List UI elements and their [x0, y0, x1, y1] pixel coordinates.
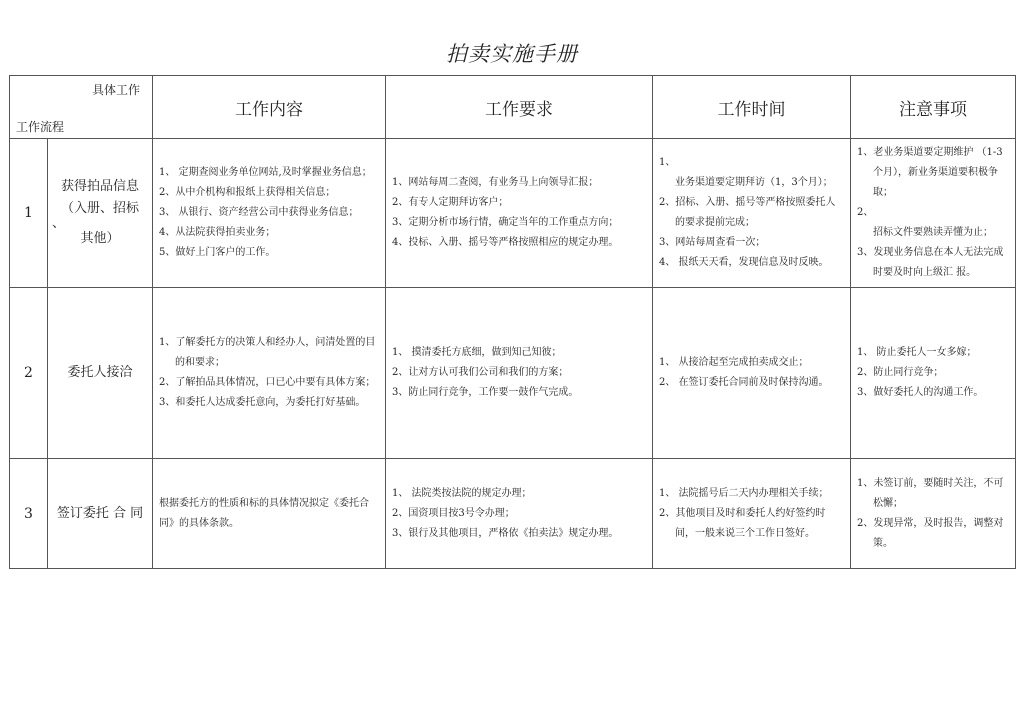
notes-cell: [851, 139, 1016, 288]
stage-name-line: 委托人接洽: [67, 365, 133, 380]
list-item: 1、: [659, 157, 676, 168]
requirements-cell: [386, 139, 653, 288]
list-item: 1、未签订前，要随时关注，不可松懈；: [857, 477, 1004, 509]
stage-name-line: 其他）: [80, 231, 120, 246]
stage-name-line: 获得拍品信息: [60, 179, 139, 194]
list-item: 3、定期分析市场行情，确定当年的工作重点方向；: [392, 217, 619, 228]
time-cell: [653, 459, 851, 569]
time-cell: [653, 139, 851, 288]
list-item: 3、和委托人达成委托意向，为委托打好基础。: [159, 397, 366, 408]
header-row: [10, 76, 1016, 139]
content-cell: [153, 459, 386, 569]
list-item: 3、发现业务信息在本人无法完成时要及时向上级汇 报。: [857, 247, 1004, 278]
list-item: 4、从法院获得拍卖业务；: [159, 227, 276, 238]
header-work-requirements: 工作要求: [386, 76, 653, 139]
table-row: [10, 139, 1016, 288]
diag-bottom-label: 工作流程: [16, 120, 65, 134]
header-work-time: 工作时间: [653, 76, 851, 139]
list-item: 招标文件要熟读弄懂为止；: [873, 227, 993, 238]
list-item: 3、网站每周查看一次；: [659, 237, 766, 248]
list-item: 2、招标、入册、摇号等严格按照委托人的要求提前完成；: [659, 197, 836, 228]
list-item: 4、 报纸天天看，发现信息及时反映。: [659, 257, 829, 268]
list-item: 2、其他项目及时和委托人约好签约时间，一般来说三个工作日签好。: [659, 507, 826, 539]
row-number: 3: [10, 459, 48, 569]
header-work-content: 工作内容: [153, 76, 386, 139]
list-item: 1、 定期查阅业务单位网站,及时掌握业务信息；: [159, 167, 372, 178]
notes-cell: [851, 288, 1016, 459]
diag-top-label: 具体工作: [91, 83, 140, 97]
table-row: [10, 459, 1016, 569]
list-item: 2、从中介机构和报纸上获得相关信息；: [159, 187, 336, 198]
list-item: 2、 在签订委托合同前及时保持沟通。: [659, 377, 829, 388]
list-item: 3、防止同行竞争，工作要一鼓作气完成。: [392, 387, 579, 398]
table-row: [10, 288, 1016, 459]
list-item: 2、了解拍品具体情况，口已心中要有具体方案；: [159, 377, 376, 388]
requirements-cell: [386, 288, 653, 459]
notes-cell: [851, 459, 1016, 569]
header-notes: 注意事项: [851, 76, 1016, 139]
row-number: 2: [10, 288, 48, 459]
procedure-table: [9, 75, 1016, 569]
stage-name-line: 、: [52, 216, 66, 231]
row-stage-name: [48, 459, 153, 569]
list-item: 2、: [857, 207, 874, 218]
document-title: 拍卖实施手册: [446, 42, 578, 66]
row-stage-name: [48, 288, 153, 459]
list-item: 5、做好上门客户的工作。: [159, 247, 276, 258]
row-number: 1: [10, 139, 48, 288]
time-cell: [653, 288, 851, 459]
list-item: 业务渠道要定期拜访（1，3个月）；: [675, 177, 833, 188]
list-item: 1、 摸清委托方底细，做到知己知彼；: [392, 347, 562, 358]
list-item: 1、 从接洽起至完成拍卖成交止；: [659, 357, 809, 368]
row-stage-name: [48, 139, 153, 288]
stage-name-line: 签订委托 合 同: [56, 505, 144, 521]
list-item: 3、做好委托人的沟通工作。: [857, 387, 984, 398]
stage-name-line: （入册、招标: [60, 201, 139, 216]
list-item: 1、老业务渠道要定期维护 （1-3个月），新业务渠道要积极争取；: [857, 147, 1003, 198]
diagonal-header-cell: [10, 76, 153, 139]
list-item: 2、让对方认可我们公司和我们的方案；: [392, 367, 569, 378]
list-item: 3、 从银行、资产经营公司中获得业务信息；: [159, 207, 359, 218]
list-item: 1、 法院摇号后二天内办理相关手续；: [659, 487, 829, 499]
list-item: 2、防止同行竞争；: [857, 367, 944, 378]
content-cell: [153, 288, 386, 459]
list-item: 3、银行及其他项目，严格依《拍卖法》规定办理。: [392, 527, 619, 539]
list-item: 1、 法院类按法院的规定办理；: [392, 487, 532, 499]
list-item: 1、网站每周二查阅，有业务马上向领导汇报；: [392, 177, 599, 188]
requirements-cell: [386, 459, 653, 569]
list-item: 2、发现异常，及时报告，调整对策。: [857, 517, 1004, 549]
list-item: 4、投标、入册、摇号等严格按照相应的规定办理。: [392, 237, 619, 248]
list-item: 2、国资项目按3号令办理；: [392, 507, 515, 519]
list-item: 1、 防止委托人一女多嫁；: [857, 347, 977, 358]
list-item: 2、有专人定期拜访客户；: [392, 197, 509, 208]
content-paragraph: 根据委托方的性质和标的具体情况拟定《委托合同》的具体条款。: [159, 497, 369, 529]
content-cell: [153, 139, 386, 288]
list-item: 1、了解委托方的决策人和经办人，问清处置的目的和要求；: [159, 337, 376, 368]
